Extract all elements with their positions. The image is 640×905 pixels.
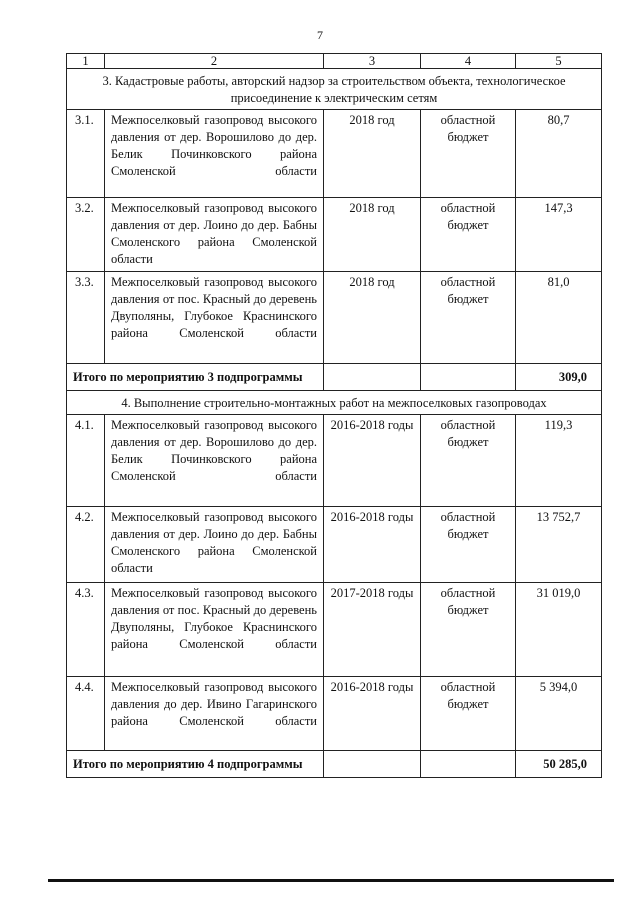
section-3-header-row (67, 69, 602, 110)
row-number: 4.2. (67, 507, 105, 583)
table-row (67, 198, 602, 272)
row-period: 2016-2018 годы (324, 415, 421, 507)
row-period: 2018 год (324, 272, 421, 364)
row-number: 3.2. (67, 198, 105, 272)
row-description: Межпоселковый газопровод высокого давления от дер. Ворошилово до дер. Белик Починковского района Смоленской области (105, 110, 324, 198)
section-4-total-row (67, 751, 602, 778)
row-number: 4.1. (67, 415, 105, 507)
row-funding-source: областной бюджет (421, 583, 516, 677)
table-row (67, 583, 602, 677)
row-amount: 31 019,0 (516, 583, 602, 677)
row-description: Межпоселковый газопровод высокого давления от дер. Лоино до дер. Бабны Смоленского района Смоленской области (105, 198, 324, 272)
row-funding-source: областной бюджет (421, 415, 516, 507)
row-description: Межпоселковый газопровод высокого давления от дер. Ворошилово до дер. Белик Починковского района Смоленской области (105, 415, 324, 507)
column-number-3: 3 (324, 54, 421, 69)
row-funding-source: областной бюджет (421, 110, 516, 198)
budget-table (66, 53, 602, 778)
table-row (67, 110, 602, 198)
row-funding-source: областной бюджет (421, 272, 516, 364)
column-number-1: 1 (67, 54, 105, 69)
row-period: 2016-2018 годы (324, 677, 421, 751)
section-4-total-label: Итого по мероприятию 4 подпрограммы (67, 751, 324, 778)
table-row (67, 677, 602, 751)
row-funding-source: областной бюджет (421, 677, 516, 751)
row-period: 2017-2018 годы (324, 583, 421, 677)
section-3-total-value: 309,0 (516, 364, 602, 391)
section-3-total-label: Итого по мероприятию 3 подпрограммы (67, 364, 324, 391)
row-funding-source: областной бюджет (421, 507, 516, 583)
table-row (67, 507, 602, 583)
row-amount: 13 752,7 (516, 507, 602, 583)
row-description: Межпоселковый газопровод высокого давления до дер. Ивино Гагаринского района Смоленской области (105, 677, 324, 751)
row-funding-source: областной бюджет (421, 198, 516, 272)
row-description: Межпоселковый газопровод высокого давления от пос. Красный до деревень Двуполяны, Глубокое Краснинского района Смоленской области (105, 583, 324, 677)
row-number: 3.3. (67, 272, 105, 364)
column-number-2: 2 (105, 54, 324, 69)
row-amount: 5 394,0 (516, 677, 602, 751)
row-period: 2018 год (324, 198, 421, 272)
section-4-total-value: 50 285,0 (516, 751, 602, 778)
row-amount: 147,3 (516, 198, 602, 272)
total-empty-cell (324, 364, 421, 391)
table-row (67, 415, 602, 507)
row-number: 3.1. (67, 110, 105, 198)
total-empty-cell (324, 751, 421, 778)
page-number: 7 (317, 28, 323, 42)
column-number-4: 4 (421, 54, 516, 69)
row-description: Межпоселковый газопровод высокого давления от дер. Лоино до дер. Бабны Смоленского района Смоленской области (105, 507, 324, 583)
row-number: 4.4. (67, 677, 105, 751)
section-3-title: 3. Кадастровые работы, авторский надзор за строительством объекта, технологическое присоединение к электрическим сетям (67, 69, 602, 110)
row-amount: 80,7 (516, 110, 602, 198)
total-empty-cell (421, 364, 516, 391)
row-period: 2016-2018 годы (324, 507, 421, 583)
table-row (67, 272, 602, 364)
row-amount: 119,3 (516, 415, 602, 507)
row-description: Межпоселковый газопровод высокого давления от пос. Красный до деревень Двуполяны, Глубокое Краснинского района Смоленской области (105, 272, 324, 364)
row-amount: 81,0 (516, 272, 602, 364)
section-4-header-row (67, 391, 602, 415)
row-period: 2018 год (324, 110, 421, 198)
column-number-row (67, 54, 602, 69)
row-number: 4.3. (67, 583, 105, 677)
total-empty-cell (421, 751, 516, 778)
section-4-title: 4. Выполнение строительно-монтажных работ на межпоселковых газопроводах (67, 391, 602, 415)
section-3-total-row (67, 364, 602, 391)
column-number-5: 5 (516, 54, 602, 69)
bottom-rule (48, 879, 614, 882)
